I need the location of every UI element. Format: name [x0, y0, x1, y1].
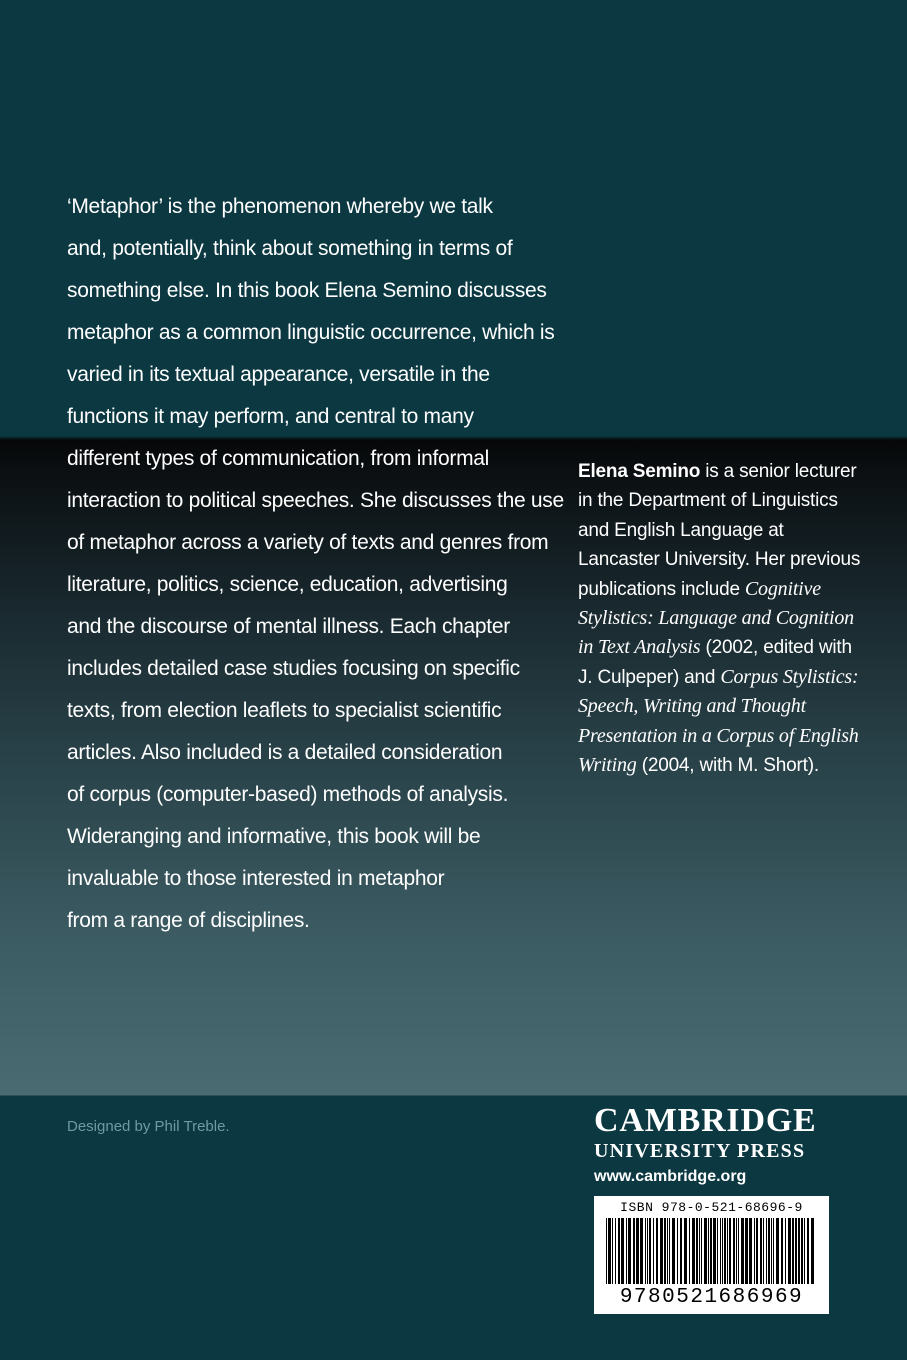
book-title: Cognitive: [744, 577, 821, 600]
barcode-bar: [811, 1218, 814, 1284]
barcode-bar: [776, 1218, 779, 1284]
barcode-bar: [701, 1218, 702, 1284]
blurb-line: literature, politics, science, education, advertising: [67, 573, 508, 596]
blurb-line: and, potentially, think about something in terms of: [67, 237, 513, 260]
bio-line: Elena Semino is a senior lecturer: [578, 461, 857, 482]
barcode-bar: [807, 1218, 809, 1284]
publisher-subname: UNIVERSITY PRESS: [594, 1140, 806, 1162]
bio-line: [578, 604, 888, 633]
blurb-line: articles. Also included is a detailed consideration: [67, 741, 503, 764]
barcode-bar: [672, 1218, 675, 1284]
publisher-name: CAMBRIDGE: [594, 1102, 817, 1139]
blurb-line: different types of communication, from informal: [67, 447, 490, 470]
barcode-digits: 9780521686969: [619, 1286, 804, 1309]
publisher-url: www.cambridge.org: [594, 1168, 747, 1185]
barcode-bar: [717, 1218, 718, 1284]
bio-line: publications include Cognitive: [578, 577, 821, 600]
barcode-bar: [729, 1218, 731, 1284]
designer-credit: Designed by Phil Treble.: [67, 1118, 230, 1135]
barcode-bar: [741, 1218, 744, 1284]
barcode-bar: [756, 1218, 758, 1284]
blurb-line: metaphor as a common linguistic occurrence, which is: [67, 321, 555, 344]
barcode-bar: [660, 1218, 663, 1284]
barcode-bar: [713, 1218, 716, 1284]
barcode-bar: [792, 1218, 794, 1284]
isbn-barcode: [594, 1196, 829, 1314]
blurb-line: of corpus (computer-based) methods of analysis.: [67, 783, 509, 806]
barcode-bar: [708, 1218, 709, 1284]
barcode-bar: [692, 1218, 695, 1284]
blurb-line: of metaphor across a variety of texts and genres from: [67, 531, 549, 554]
barcode-bar: [684, 1218, 687, 1284]
barcode-bar: [766, 1218, 767, 1284]
barcode-bar: [724, 1218, 726, 1284]
blurb-line: ‘Metaphor’ is the phenomenon whereby we talk: [67, 195, 493, 218]
barcode-bar: [680, 1218, 682, 1284]
barcode-bar: [749, 1218, 752, 1284]
barcode-bar: [781, 1218, 783, 1284]
book-title: in Text Analysis: [578, 636, 701, 659]
bio-line: Writing (2004, with M. Short).: [578, 754, 819, 777]
barcode-bar: [645, 1218, 646, 1284]
barcode-bar: [636, 1218, 639, 1284]
barcode-bar: [720, 1218, 721, 1284]
blurb-line: from a range of disciplines.: [67, 909, 310, 932]
barcode-bar: [727, 1218, 728, 1284]
barcode-bar: [626, 1218, 627, 1284]
bio-line: [578, 722, 888, 751]
book-title: Stylistics: Language and Cognition: [578, 607, 854, 630]
bio-line: Lancaster University. Her previous: [578, 549, 861, 571]
blurb-line: varied in its textual appearance, versatile in the: [67, 363, 490, 386]
bio-line: and English Language at: [578, 519, 784, 541]
barcode-bar: [615, 1218, 616, 1284]
barcode-bar: [773, 1218, 774, 1284]
barcode-bar: [760, 1218, 762, 1284]
barcode-bars: [604, 1218, 819, 1286]
barcode-bar: [785, 1218, 786, 1284]
barcode-bar: [788, 1218, 791, 1284]
barcode-bar: [677, 1218, 678, 1284]
blurb-line: and the discourse of mental illness. Each chapter: [67, 615, 510, 638]
barcode-bar: [606, 1218, 607, 1284]
author-name: Elena Semino: [578, 461, 701, 482]
barcode-bar: [768, 1218, 770, 1284]
barcode-bar: [669, 1218, 670, 1284]
blurb-line: Wideranging and informative, this book will be: [67, 825, 481, 848]
blurb-line: functions it may perform, and central to many: [67, 405, 474, 428]
barcode-bar: [736, 1218, 737, 1284]
barcode-bar: [699, 1218, 700, 1284]
barcode-bar: [647, 1218, 648, 1284]
barcode-bar: [618, 1218, 620, 1284]
barcode-bar: [633, 1218, 635, 1284]
barcode-bar: [745, 1218, 748, 1284]
book-blurb: [67, 186, 564, 942]
blurb-line: texts, from election leaflets to specialist scientific: [67, 699, 502, 722]
book-title: Presentation in a Corpus of English: [578, 724, 859, 747]
barcode-bar: [640, 1218, 643, 1284]
barcode-bar: [653, 1218, 654, 1284]
book-title: Speech, Writing and Thought: [578, 695, 806, 718]
book-title: Writing: [578, 754, 637, 777]
barcode-bar: [801, 1218, 803, 1284]
barcode-bar: [733, 1218, 735, 1284]
barcode-bar: [664, 1218, 666, 1284]
barcode-bar: [608, 1218, 611, 1284]
barcode-bar: [696, 1218, 698, 1284]
barcode-bar: [795, 1218, 797, 1284]
barcode-bar: [667, 1218, 668, 1284]
bio-line: in the Department of Linguistics: [578, 490, 838, 512]
blurb-line: something else. In this book Elena Semino discusses: [67, 279, 547, 302]
barcode-bar: [621, 1218, 624, 1284]
barcode-bar: [771, 1218, 772, 1284]
barcode-bar: [738, 1218, 739, 1284]
author-bio: [578, 457, 888, 780]
barcode-bar: [649, 1218, 651, 1284]
barcode-bar: [722, 1218, 723, 1284]
bio-line: [578, 692, 888, 721]
bio-line: J. Culpeper) and Corpus Stylistics:: [578, 665, 859, 688]
barcode-bar: [710, 1218, 712, 1284]
barcode-bar: [763, 1218, 764, 1284]
barcode-bar: [798, 1218, 800, 1284]
barcode-bar: [804, 1218, 805, 1284]
barcode-bar: [754, 1218, 755, 1284]
barcode-bar: [689, 1218, 690, 1284]
barcode-bar: [656, 1218, 658, 1284]
barcode-bar: [704, 1218, 707, 1284]
blurb-line: includes detailed case studies focusing on specific: [67, 657, 520, 680]
blurb-line: interaction to political speeches. She discusses the use: [67, 489, 564, 512]
publisher-logo: [594, 1103, 817, 1189]
book-title: Corpus Stylistics:: [720, 665, 859, 688]
blurb-line: invaluable to those interested in metaphor: [67, 867, 445, 890]
barcode-bar: [612, 1218, 613, 1284]
barcode-bar: [628, 1218, 631, 1284]
isbn-label: ISBN 978-0-521-68696-9: [620, 1200, 803, 1215]
bio-line: in Text Analysis (2002, edited with: [578, 636, 852, 659]
